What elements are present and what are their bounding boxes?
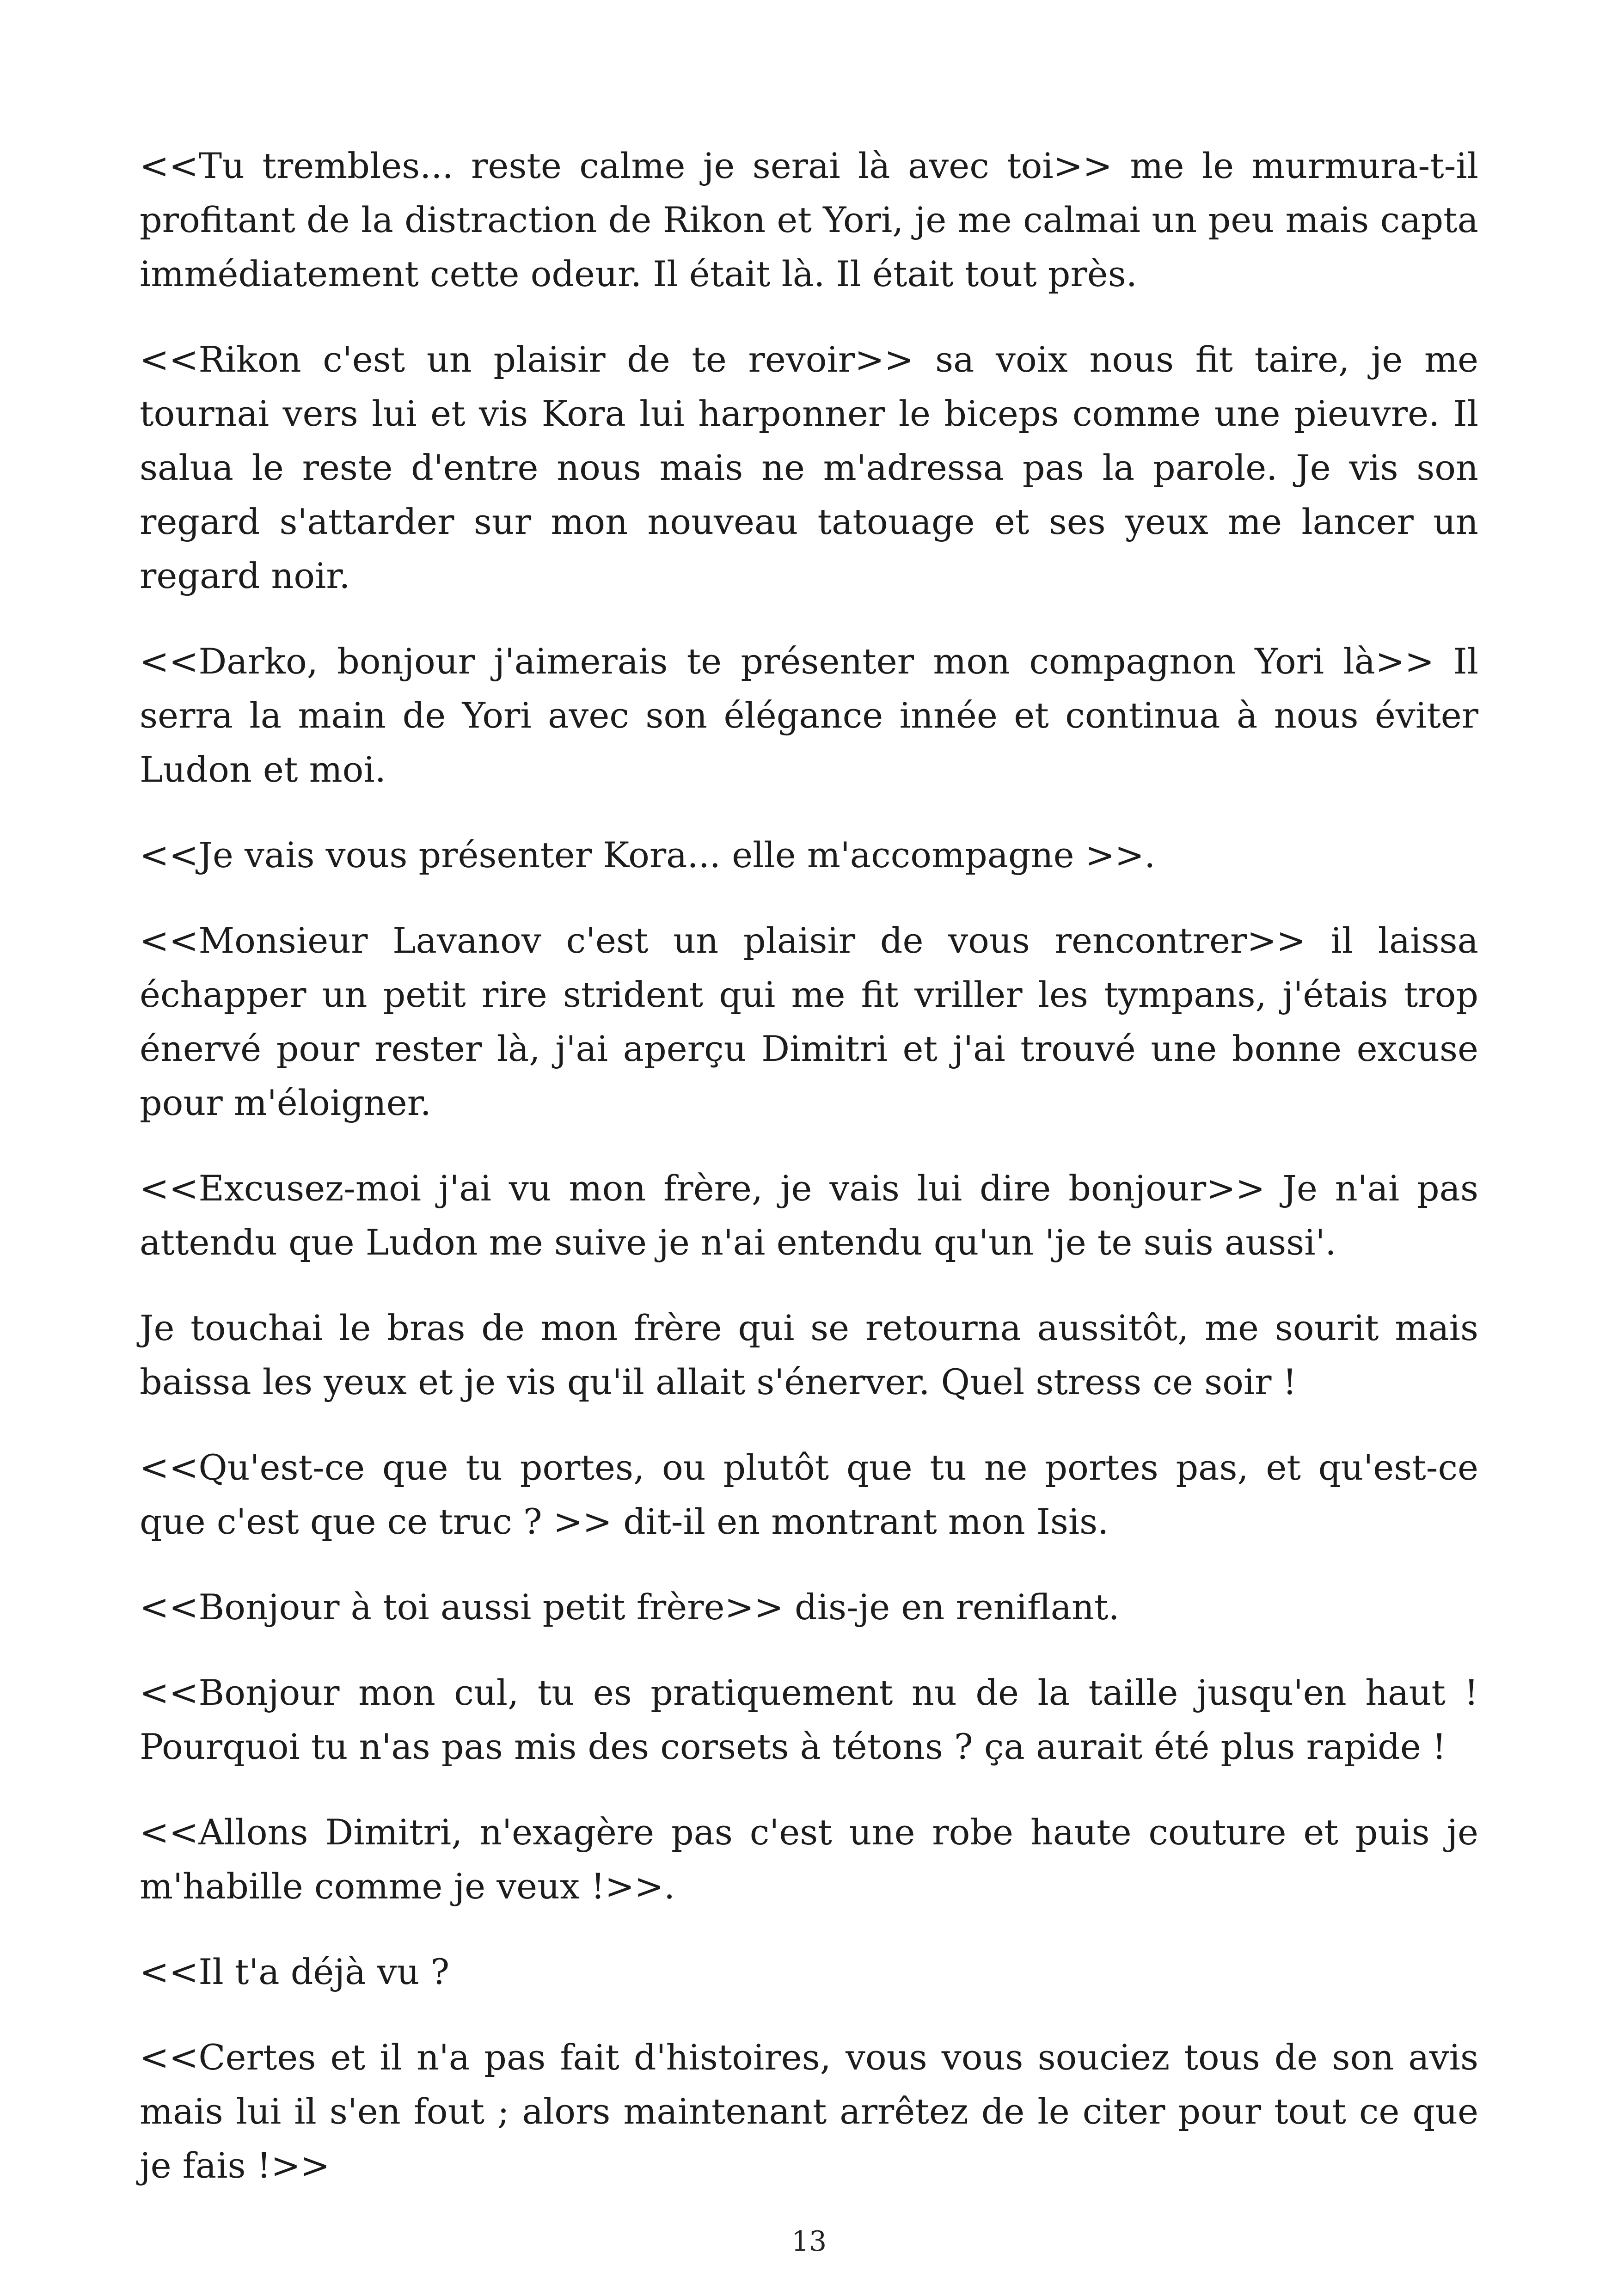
page-number: 13 [791, 2225, 827, 2258]
paragraph: <<Excusez-moi j'ai vu mon frère, je vais lui dire bonjour>> Je n'ai pas attendu que Ludon me suive je n'ai entendu qu'un 'je te suis aussi'. [140, 1168, 1478, 1263]
paragraph: <<Je vais vous présenter Kora... elle m'accompagne >>. [140, 834, 1156, 876]
paragraph: <<Bonjour à toi aussi petit frère>> dis-je en reniflant. [140, 1586, 1120, 1628]
paragraph: <<Certes et il n'a pas fait d'histoires, vous vous souciez tous de son avis mais lui il s'en fout ; alors maintenant arrêtez de le citer pour tout ce que je fais !>> [140, 2037, 1478, 2186]
paragraph: <<Rikon c'est un plaisir de te revoir>> sa voix nous fit taire, je me tournai vers lui et vis Kora lui harponner le biceps comme une pieuvre. Il salua le reste d'entre nous mais ne m'adressa pas la parole. Je vis son regard s'attarder sur mon nouveau tatouage et ses yeux me lancer un regard noir. [140, 339, 1478, 596]
paragraph: <<Allons Dimitri, n'exagère pas c'est une robe haute couture et puis je m'habille comme je veux !>>. [140, 1812, 1478, 1907]
paragraph: Je touchai le bras de mon frère qui se retourna aussitôt, me sourit mais baissa les yeux et je vis qu'il allait s'énerver. Quel stress ce soir ! [140, 1307, 1478, 1402]
paragraph: <<Monsieur Lavanov c'est un plaisir de vous rencontrer>> il laissa échapper un petit rire strident qui me fit vriller les tympans, j'étais trop énervé pour rester là, j'ai aperçu Dimitri et j'ai trouvé une bonne excuse pour m'éloigner. [140, 920, 1478, 1123]
paragraph: <<Tu trembles... reste calme je serai là avec toi>> me le murmura-t-il profitant de la distraction de Rikon et Yori, je me calmai un peu mais capta immédiatement cette odeur. Il était là. Il était tout près. [140, 145, 1478, 294]
paragraph: <<Bonjour mon cul, tu es pratiquement nu de la taille jusqu'en haut ! Pourquoi tu n'as pas mis des corsets à tétons ? ça aurait été plus rapide ! [140, 1672, 1478, 1767]
text-body [140, 139, 1478, 2224]
paragraph: <<Il t'a déjà vu ? [140, 1951, 450, 1992]
paragraph: <<Qu'est-ce que tu portes, ou plutôt que tu ne portes pas, et qu'est-ce que c'est que ce truc ? >> dit-il en montrant mon Isis. [140, 1447, 1478, 1542]
paragraph: <<Darko, bonjour j'aimerais te présenter mon compagnon Yori là>> Il serra la main de Yori avec son élégance innée et continua à nous éviter Ludon et moi. [140, 641, 1478, 790]
